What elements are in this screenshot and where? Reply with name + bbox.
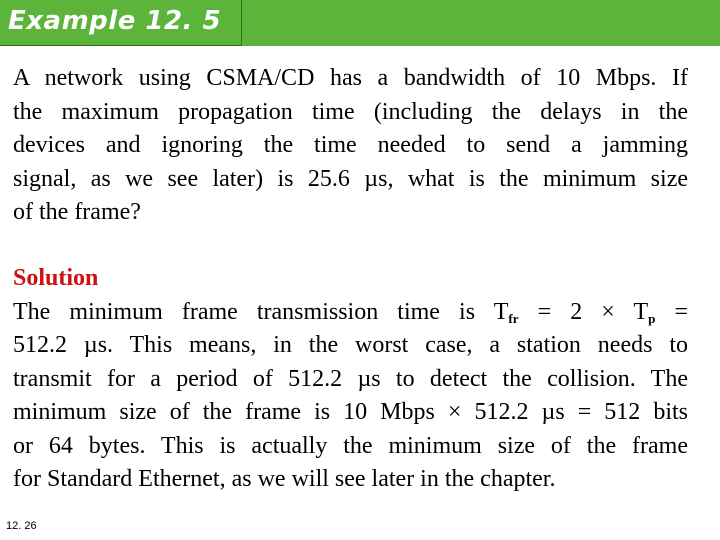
solution-line: for Standard Ethernet, as we will see later in the chapter. [13, 466, 556, 492]
question-line: devices and ignoring the time needed to send a jamming [13, 132, 688, 158]
frame-time-subscript: fr [508, 310, 519, 326]
formula-text-start: The minimum frame transmission time is T [13, 298, 509, 325]
solution-line: minimum size of the frame is 10 Mbps × 512.2 µs = 512 bits [13, 399, 688, 425]
formula-text-end: = [655, 298, 688, 325]
question-line: the maximum propagation time (including the delays in the [13, 98, 688, 125]
question-line: signal, as we see later) is 25.6 µs, what is the minimum size [13, 165, 688, 192]
solution-paragraph [13, 262, 688, 497]
title-box [0, 0, 242, 46]
propagation-subscript: p [648, 310, 656, 326]
solution-line: transmit for a period of 512.2 µs to detect the collision. The [13, 365, 688, 392]
solution-line-formula [13, 296, 688, 330]
question-line: A network using CSMA/CD has a bandwidth of 10 Mbps. If [13, 65, 688, 91]
slide-number: 12. 26 [6, 520, 37, 532]
slide-title: Example 12. 5 [8, 6, 222, 36]
formula-text-middle: = 2 × T [518, 298, 649, 325]
solution-line: 512.2 µs. This means, in the worst case, a station needs to [13, 332, 688, 358]
solution-heading: Solution [13, 265, 99, 291]
question-paragraph [13, 62, 688, 230]
solution-line: or 64 bytes. This is actually the minimum size of the frame [13, 432, 688, 459]
question-line: of the frame? [13, 199, 141, 225]
